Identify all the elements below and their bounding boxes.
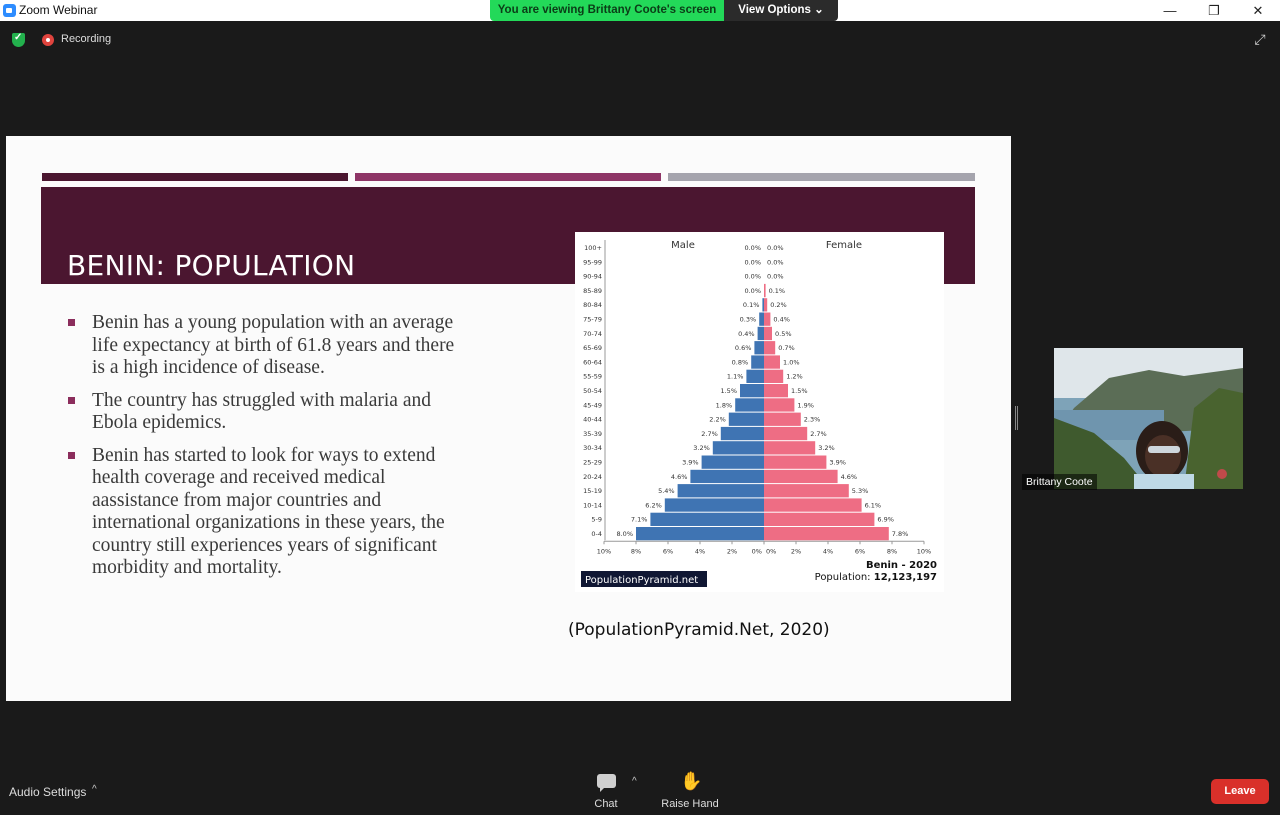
female-value-label: 7.8% [891, 530, 909, 538]
series-label-male: Male [671, 240, 695, 251]
age-group-label: 5-9 [591, 515, 602, 524]
male-bar [713, 441, 764, 454]
panel-splitter-handle[interactable] [1015, 406, 1018, 430]
female-value-label: 0.2% [770, 301, 787, 310]
female-value-label: 6.9% [877, 515, 894, 524]
male-bar [751, 355, 764, 368]
age-group-label: 100+ [584, 244, 602, 252]
female-value-label: 1.9% [797, 401, 814, 410]
male-bar [740, 384, 764, 397]
bullet-square-icon [68, 397, 75, 404]
age-group-label: 80-84 [583, 301, 602, 310]
female-bar [764, 370, 783, 383]
participant-video[interactable] [1054, 348, 1243, 489]
shared-slide [6, 136, 1011, 701]
female-bar [764, 484, 849, 497]
bullet-text: The country has struggled with malaria and Ebola epidemics. [92, 389, 431, 433]
female-bar [764, 355, 780, 368]
male-bar [754, 341, 764, 354]
age-group-label: 50-54 [583, 387, 602, 395]
female-value-label: 0.4% [773, 315, 790, 324]
zoom-app-icon [3, 4, 16, 17]
male-bar [735, 398, 764, 411]
age-group-label: 35-39 [583, 429, 602, 438]
male-value-label: 4.6% [670, 472, 688, 481]
female-value-label: 0.5% [775, 329, 792, 338]
female-bar [764, 313, 770, 326]
male-bar [678, 484, 764, 497]
audio-settings-button[interactable]: Audio Settings [9, 785, 87, 799]
x-tick-label: 2% [790, 547, 802, 556]
male-value-label: 1.8% [715, 401, 733, 410]
age-group-label: 85-89 [583, 286, 602, 295]
x-tick-label: 0% [751, 547, 762, 556]
shield-icon[interactable] [12, 33, 25, 47]
female-bar [764, 341, 775, 354]
slide-stripe-1 [42, 173, 348, 181]
female-value-label: 1.5% [791, 387, 808, 395]
chat-chevron-up-icon[interactable]: ^ [632, 776, 637, 787]
age-group-label: 60-64 [583, 358, 602, 367]
male-value-label: 0.6% [734, 344, 752, 353]
x-tick-label: 10% [916, 547, 932, 556]
x-tick-label: 6% [662, 547, 674, 556]
x-tick-label: 4% [694, 547, 706, 556]
female-value-label: 0.1% [768, 286, 786, 295]
male-value-label: 0.3% [739, 315, 757, 324]
female-value-label: 2.3% [803, 415, 821, 424]
x-tick-label: 10% [596, 547, 612, 556]
female-value-label: 5.3% [851, 487, 869, 496]
hand-icon: ✋ [680, 771, 703, 791]
male-value-label: 2.7% [701, 429, 718, 438]
chat-label: Chat [594, 798, 618, 810]
male-bar [650, 513, 764, 526]
female-bar [764, 284, 766, 297]
age-group-label: 45-49 [583, 401, 602, 410]
male-value-label: 0.0% [744, 272, 761, 281]
female-value-label: 3.2% [818, 444, 835, 453]
age-group-label: 20-24 [583, 472, 602, 481]
female-value-label: 0.0% [767, 244, 784, 252]
male-bar [762, 298, 764, 311]
male-value-label: 1.1% [726, 372, 744, 381]
age-group-label: 0-4 [591, 530, 602, 538]
bullet-item [66, 390, 466, 435]
pyramid-svg [575, 232, 944, 592]
age-group-label: 30-34 [583, 444, 602, 453]
female-bar [764, 470, 838, 483]
x-tick-label: 2% [726, 547, 738, 556]
recording-icon [42, 34, 54, 46]
view-options-button[interactable]: View Options ⌄ [724, 0, 838, 21]
x-tick-label: 8% [630, 547, 642, 556]
slide-stripe-2 [355, 173, 661, 181]
chat-bubble-icon [597, 774, 616, 788]
raise-hand-label: Raise Hand [661, 798, 719, 810]
restore-button[interactable]: ❐ [1208, 3, 1220, 18]
chat-button[interactable] [586, 771, 626, 813]
age-group-label: 65-69 [583, 344, 602, 353]
male-value-label: 2.2% [709, 415, 726, 424]
bullet-list [66, 312, 466, 590]
male-bar [636, 527, 764, 540]
bullet-item [66, 445, 466, 580]
male-value-label: 7.1% [630, 515, 648, 524]
male-value-label: 6.2% [645, 501, 662, 510]
female-bar [764, 441, 815, 454]
fullscreen-icon[interactable]: ⤢ [1254, 31, 1266, 47]
close-button[interactable]: ✕ [1252, 3, 1264, 18]
age-group-label: 75-79 [583, 315, 602, 324]
male-bar [729, 413, 764, 426]
male-bar [721, 427, 764, 440]
participant-name-label: Brittany Coote [1022, 474, 1097, 490]
bullet-text: Benin has started to look for ways to extend health coverage and received medical aassistance from major countries and international organizations in these years, the country still experiences years of significant morbidity and mortality. [92, 444, 445, 578]
male-value-label: 0.8% [731, 358, 749, 367]
population-pyramid-chart [575, 232, 944, 592]
raise-hand-button[interactable] [656, 771, 724, 813]
female-value-label: 2.7% [810, 429, 827, 438]
female-value-label: 6.1% [864, 501, 882, 510]
female-value-label: 0.0% [767, 272, 784, 281]
female-value-label: 0.0% [767, 258, 784, 267]
bullet-square-icon [68, 319, 75, 326]
male-value-label: 3.2% [693, 444, 710, 453]
male-value-label: 0.0% [744, 258, 761, 267]
age-group-label: 15-19 [583, 487, 602, 496]
chart-title: Benin - 2020 [865, 560, 937, 571]
screen-share-banner [490, 0, 838, 21]
male-value-label: 3.9% [682, 458, 699, 467]
male-value-label: 0.4% [738, 329, 755, 338]
male-value-label: 8.0% [616, 530, 633, 538]
age-group-label: 70-74 [583, 329, 602, 338]
female-bar [764, 527, 889, 540]
female-bar [764, 298, 767, 311]
male-value-label: 0.0% [744, 286, 761, 295]
population-text [815, 572, 937, 583]
source-citation: (PopulationPyramid.Net, 2020) [568, 620, 830, 640]
male-value-label: 5.4% [658, 487, 675, 496]
slide-title: BENIN: POPULATION [67, 249, 356, 282]
male-value-label: 1.5% [720, 387, 737, 395]
male-bar [746, 370, 764, 383]
age-group-label: 25-29 [583, 458, 602, 467]
female-value-label: 0.7% [778, 344, 795, 353]
population-label: Population: [814, 572, 874, 583]
bullet-square-icon [68, 452, 75, 459]
female-bar [764, 498, 862, 511]
recording-label: Recording [61, 33, 112, 45]
male-bar [665, 498, 764, 511]
female-value-label: 1.0% [783, 358, 800, 367]
chevron-up-icon[interactable]: ^ [92, 784, 97, 795]
female-bar [764, 456, 826, 469]
video-frame [1054, 348, 1243, 489]
age-group-label: 90-94 [583, 272, 602, 281]
female-value-label: 4.6% [840, 472, 858, 481]
male-bar [690, 470, 764, 483]
female-bar [764, 327, 772, 340]
population-value: 12,123,197 [873, 572, 937, 583]
male-bar [702, 456, 764, 469]
bullet-text: Benin has a young population with an average life expectancy at birth of 61.8 years and there is a high incidence of disease. [92, 312, 455, 378]
age-group-label: 10-14 [583, 501, 602, 510]
x-tick-label: 4% [822, 547, 834, 556]
age-group-label: 40-44 [583, 415, 602, 424]
female-value-label: 3.9% [829, 458, 846, 467]
age-group-label: 95-99 [583, 258, 602, 267]
leave-button[interactable]: Leave [1211, 779, 1269, 804]
male-value-label: 0.1% [742, 301, 760, 310]
female-bar [764, 427, 807, 440]
age-group-label: 55-59 [583, 372, 602, 381]
minimize-button[interactable]: — [1163, 3, 1177, 18]
share-status-text: You are viewing Brittany Coote's screen [490, 0, 724, 21]
male-bar [759, 313, 764, 326]
window-title: Zoom Webinar [19, 3, 98, 17]
slide-stripe-3 [668, 173, 975, 181]
brand-label: PopulationPyramid.net [585, 575, 699, 586]
x-tick-label: 8% [886, 547, 898, 556]
female-bar [764, 398, 794, 411]
male-value-label: 0.0% [744, 244, 761, 252]
x-tick-label: 0% [766, 547, 777, 556]
female-bar [764, 413, 801, 426]
series-label-female: Female [825, 240, 863, 251]
bullet-item [66, 312, 466, 380]
female-bar [764, 384, 788, 397]
female-value-label: 1.2% [786, 372, 803, 381]
male-bar [758, 327, 764, 340]
female-bar [764, 513, 874, 526]
x-tick-label: 6% [854, 547, 866, 556]
